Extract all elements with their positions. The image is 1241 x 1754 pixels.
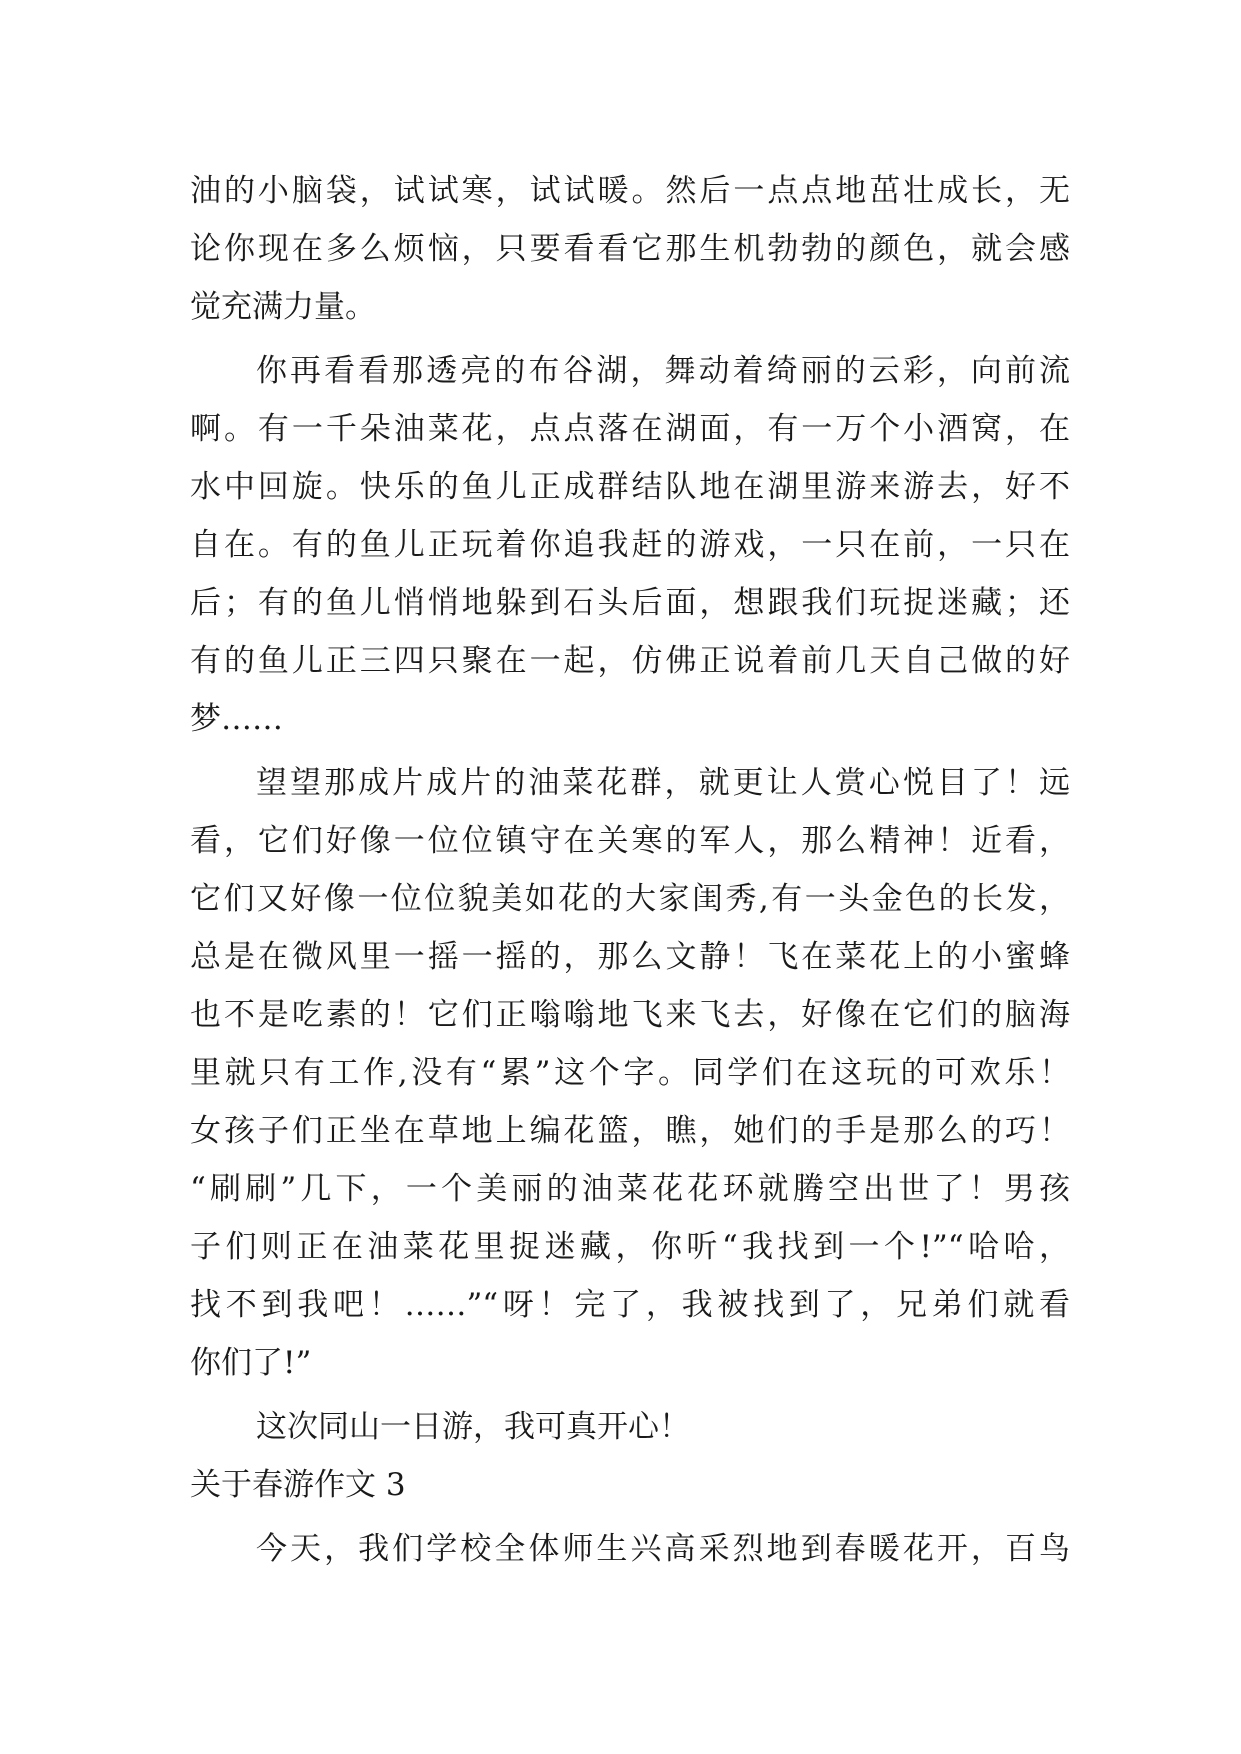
text-line: 有的鱼儿正三四只聚在一起，仿佛正说着前几天自己做的好 [190,643,1070,679]
text-line: 后；有的鱼儿悄悄地躲到石头后面，想跟我们玩捉迷藏；还 [190,585,1070,621]
text-line: 油的小脑袋，试试寒，试试暖。然后一点点地茁壮成长，无 [190,173,1070,209]
text-line: 它们又好像一位位貌美如花的大家闺秀,有一头金色的长发， [190,881,1070,917]
text-line: 望望那成片成片的油菜花群，就更让人赏心悦目了！远 [256,765,1070,801]
text-line: 你们了!” [190,1345,312,1381]
document-body [190,162,1070,1578]
text-line: 论你现在多么烦恼，只要看看它那生机勃勃的颜色，就会感 [190,231,1070,267]
text-line: “刷刷”几下，一个美丽的油菜花花环就腾空出世了！男孩 [190,1171,1070,1207]
text-line: 女孩子们正坐在草地上编花篮，瞧，她们的手是那么的巧！ [190,1113,1070,1149]
text-line: 看，它们好像一位位镇守在关寒的军人，那么精神！近看， [190,823,1070,859]
text-line: 你再看看那透亮的布谷湖，舞动着绮丽的云彩，向前流 [256,353,1070,389]
text-line: 总是在微风里一摇一摇的，那么文静！飞在菜花上的小蜜蜂 [190,939,1070,975]
text-line: 找不到我吧！……”“呀！完了，我被找到了，兄弟们就看 [190,1287,1070,1323]
text-line: 梦…… [190,701,283,737]
text-line: 自在。有的鱼儿正玩着你追我赶的游戏，一只在前，一只在 [190,527,1070,563]
text-line: 水中回旋。快乐的鱼儿正成群结队地在湖里游来游去，好不 [190,469,1070,505]
text-line: 子们则正在油菜花里捉迷藏，你听“我找到一个!”“哈哈， [190,1229,1070,1265]
text-line: 觉充满力量。 [190,289,376,325]
text-line: 这次同山一日游，我可真开心！ [256,1409,690,1445]
text-line: 里就只有工作,没有“累”这个字。同学们在这玩的可欢乐！ [190,1055,1070,1091]
text-line: 也不是吃素的！它们正嗡嗡地飞来飞去，好像在它们的脑海 [190,997,1070,1033]
section-heading: 关于春游作文 3 [190,1467,406,1503]
text-line: 今天，我们学校全体师生兴高采烈地到春暖花开，百鸟 [256,1531,1070,1567]
text-line: 啊。有一千朵油菜花，点点落在湖面，有一万个小酒窝，在 [190,411,1070,447]
